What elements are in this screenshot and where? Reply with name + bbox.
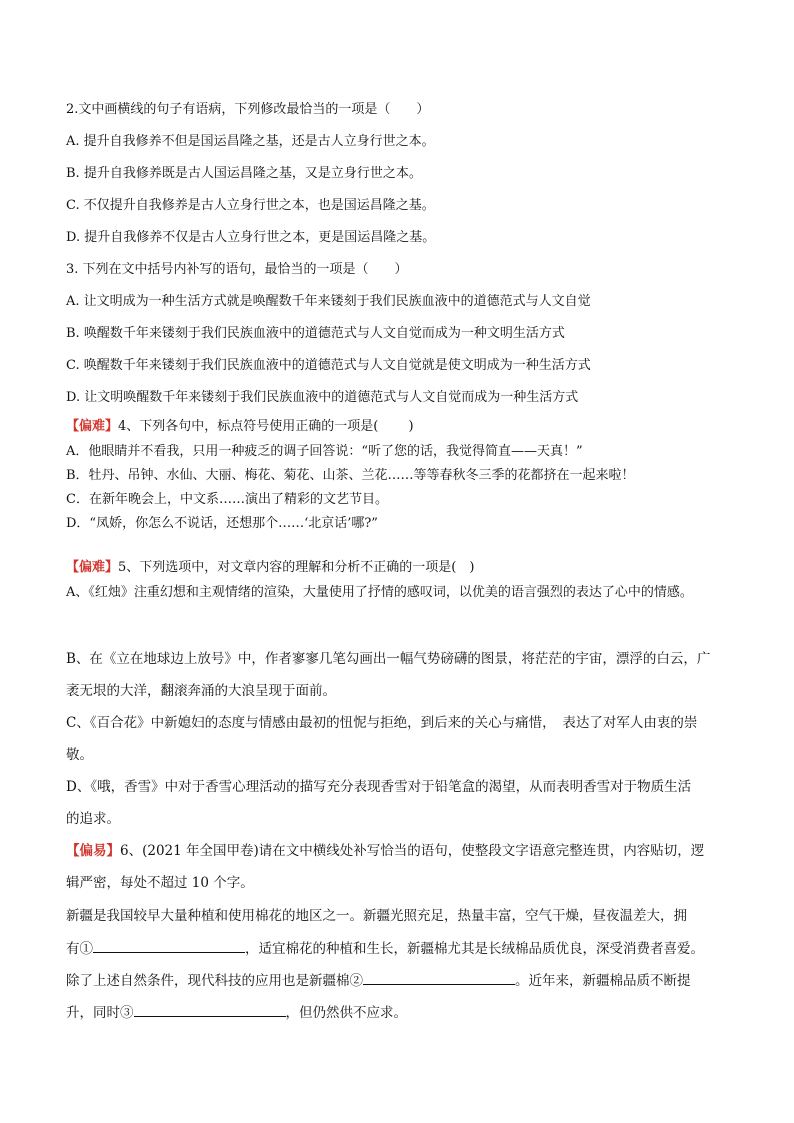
q6-paragraph-line-2: [66, 938, 734, 958]
q6-text: ，适宜棉花的种植和生长，新疆棉尤其是长绒棉品质优良，深受消费者喜爱。: [245, 941, 704, 957]
q2-stem: 2.文中画横线的句子有语病，下列修改最恰当的一项是（ ）: [66, 102, 430, 117]
q6-stem: 6、(2021 年全国甲卷)请在文中横线处补写恰当的语句，使整段文字语意完整连贯，内容贴切，逻: [120, 843, 705, 859]
difficulty-tag: 【偏易】: [66, 843, 120, 859]
q5-option-a: A、《红烛》注重幻想和主观情绪的渲染，大量使用了抒情的感叹词，以优美的语言强烈的表达了心中的情感。: [66, 585, 693, 600]
q2-option-d: D. 提升自我修养不仅是古人立身行世之本，更是国运昌隆之基。: [66, 230, 436, 245]
q4-option-b: B．牡丹、吊钟、水仙、大丽、梅花、菊花、山茶、兰花……等等春秋冬三季的花都挤在一起来啦！: [66, 468, 635, 483]
q5-option-d-line-1: D、《哦，香雪》中对于香雪心理活动的描写充分表现香雪对于铅笔盒的渴望，从而表明香雪对于物质生活: [66, 779, 692, 795]
q6-text: ，但仍然供不应求。: [285, 1005, 407, 1021]
q3-option-c: C. 唤醒数千年来镂刻于我们民族血液中的道德范式与人文自觉就是使文明成为一种生活方式: [66, 358, 591, 373]
q5-stem-line: [66, 559, 734, 577]
q6-text: 升，同时③: [66, 1005, 134, 1021]
q4-option-c: C．在新年晚会上，中文系……演出了精彩的文艺节目。: [66, 492, 388, 507]
q6-text: 有①: [66, 941, 93, 957]
q6-text: 。近年来，新疆棉品质不断提: [515, 973, 691, 989]
q2-option-c: C. 不仅提升自我修养是古人立身行世之本，也是国运昌隆之基。: [66, 198, 435, 213]
q6-stem-line-2: 辑严密，每处不超过 10 个字。: [66, 875, 254, 891]
q4-stem: 4、下列各句中，标点符号使用正确的一项是( ): [118, 419, 414, 434]
difficulty-tag: 【偏难】: [66, 419, 119, 434]
difficulty-tag: 【偏难】: [66, 560, 119, 575]
q6-stem-line-1: [66, 842, 734, 860]
q4-option-a: A．他眼睛并不看我，只用一种疲乏的调子回答说：“听了您的话，我觉得简直——天真！”: [66, 444, 583, 459]
q6-paragraph-line-4: [66, 1002, 734, 1022]
q2-option-a: A. 提升自我修养不但是国运昌隆之基，还是古人立身行世之本。: [66, 134, 435, 149]
answer-blank-1[interactable]: [93, 938, 245, 953]
q3-option-a: A. 让文明成为一种生活方式就是唤醒数千年来镂刻于我们民族血液中的道德范式与人文自觉: [66, 294, 591, 309]
q3-stem: 3. 下列在文中括号内补写的语句，最恰当的一项是（ ）: [66, 262, 408, 277]
q4-stem-line: [66, 418, 734, 436]
q5-option-c-line-1: C、《百合花》中新媳妇的态度与情感由最初的忸怩与拒绝，到后来的关心与痛惜， 表达了对军人由衷的崇: [66, 715, 698, 731]
q6-text: 除了上述自然条件，现代科技的应用也是新疆棉②: [66, 973, 363, 989]
answer-blank-2[interactable]: [363, 970, 515, 985]
q6-paragraph-line-1: 新疆是我国较早大量种植和使用棉花的地区之一。新疆光照充足，热量丰富，空气干燥，昼夜温差大，拥: [66, 908, 687, 924]
q6-paragraph-line-3: [66, 970, 734, 990]
answer-blank-3[interactable]: [134, 1002, 286, 1017]
q2-option-b: B. 提升自我修养既是古人国运昌隆之基，又是立身行世之本。: [66, 166, 422, 181]
q5-option-c-line-2: 敬。: [66, 747, 93, 763]
q4-option-d: D．“凤娇，你怎么不说话，还想那个……‘北京话’哪?”: [66, 516, 378, 531]
q5-stem: 5、下列选项中，对文章内容的理解和分析不正确的一项是( ): [118, 560, 475, 575]
q5-option-b-line-1: B、在《立在地球边上放号》中，作者寥寥几笔勾画出一幅气势磅礴的图景，将茫茫的宇宙，漂浮的白云，广: [66, 651, 711, 667]
q5-option-d-line-2: 的追求。: [66, 811, 120, 827]
q3-option-d: D. 让文明唤醒数千年来镂刻于我们民族血液中的道德范式与人文自觉而成为一种生活方式: [66, 390, 579, 405]
q3-option-b: B. 唤醒数千年来镂刻于我们民族血液中的道德范式与人文自觉而成为一种文明生活方式: [66, 326, 565, 341]
q5-option-b-line-2: 袤无垠的大洋，翻滚奔涌的大浪呈现于面前。: [66, 683, 336, 699]
